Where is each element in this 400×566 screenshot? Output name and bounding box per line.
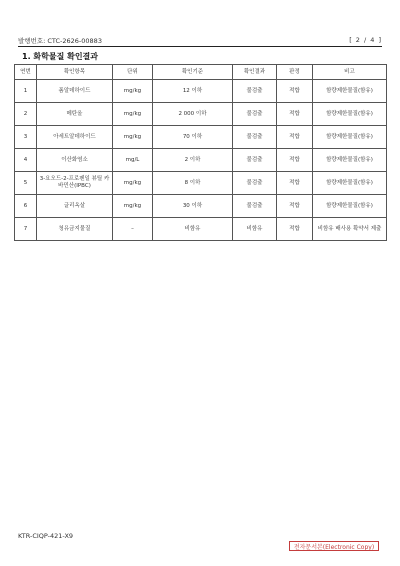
table-cell: 폼알데하이드	[37, 80, 113, 103]
table-cell: 적합	[277, 103, 313, 126]
table-cell: 2	[15, 103, 37, 126]
table-cell: mg/kg	[113, 80, 153, 103]
table-cell: 글리옥살	[37, 195, 113, 218]
table-cell: mg/kg	[113, 126, 153, 149]
table-cell: 불검출	[233, 103, 277, 126]
document-number: 발행번호: CTC-2626-00883	[18, 37, 102, 45]
table-cell: 5	[15, 172, 37, 195]
table-row	[15, 80, 387, 103]
table-cell: 적합	[277, 149, 313, 172]
table-cell: 메탄올	[37, 103, 113, 126]
table-row	[15, 149, 387, 172]
column-header: 확인기준	[153, 65, 233, 80]
header-rule	[18, 46, 382, 47]
section-title: 1. 화학물질 확인결과	[22, 52, 98, 61]
table-cell: 청유금지물질	[37, 218, 113, 241]
table-cell: 70 이하	[153, 126, 233, 149]
table-cell: 함량제한물질(함유)	[313, 195, 387, 218]
table-cell: 3	[15, 126, 37, 149]
table-cell: 불검출	[233, 172, 277, 195]
table-row	[15, 126, 387, 149]
table-cell: mg/kg	[113, 103, 153, 126]
table-cell: 7	[15, 218, 37, 241]
table-cell: 적합	[277, 195, 313, 218]
page-header	[18, 36, 382, 46]
table-cell: 이산화염소	[37, 149, 113, 172]
table-cell: 2 000 이하	[153, 103, 233, 126]
table-cell: 1	[15, 80, 37, 103]
column-header: 비고	[313, 65, 387, 80]
table-cell: 불검출	[233, 80, 277, 103]
form-number: KTR-CIQP-421-X9	[18, 532, 74, 540]
table-cell: 적합	[277, 218, 313, 241]
page-number: [ 2 / 4 ]	[349, 36, 382, 44]
table-cell: 적합	[277, 80, 313, 103]
table-cell: 함량제한물질(함유)	[313, 149, 387, 172]
table-cell: 8 이하	[153, 172, 233, 195]
table-cell: 불검출	[233, 126, 277, 149]
table-cell: 적합	[277, 172, 313, 195]
table-cell: 불검출	[233, 149, 277, 172]
table-cell: 2 이하	[153, 149, 233, 172]
column-header: 단위	[113, 65, 153, 80]
table-cell: 3-요오드-2-프로펜일 뷰틸 카바민산(IPBC)	[37, 172, 113, 195]
table-cell: 함량제한물질(함유)	[313, 80, 387, 103]
table-header-row	[15, 65, 387, 80]
table-cell: 12 이하	[153, 80, 233, 103]
electronic-copy-stamp: 전자문서본(Electronic Copy)	[289, 541, 379, 551]
column-header: 확인항목	[37, 65, 113, 80]
table-row	[15, 172, 387, 195]
column-header: 확인결과	[233, 65, 277, 80]
table-cell: 6	[15, 195, 37, 218]
column-header: 연번	[15, 65, 37, 80]
table-row	[15, 195, 387, 218]
table-cell: 함량제한물질(함유)	[313, 126, 387, 149]
table-cell: 30 이하	[153, 195, 233, 218]
table-cell: 비함유	[233, 218, 277, 241]
table-cell: 비함유	[153, 218, 233, 241]
table-cell: 적합	[277, 126, 313, 149]
table-row	[15, 218, 387, 241]
table-cell: 아세트알데하이드	[37, 126, 113, 149]
table-row	[15, 103, 387, 126]
table-cell: mg/L	[113, 149, 153, 172]
table-cell: 불검출	[233, 195, 277, 218]
table-cell: 함량제한물질(함유)	[313, 103, 387, 126]
table-cell: –	[113, 218, 153, 241]
table-cell: 함량제한물질(함유)	[313, 172, 387, 195]
table-cell: 4	[15, 149, 37, 172]
table-cell: mg/kg	[113, 172, 153, 195]
results-table	[14, 64, 387, 241]
table-cell: 비함유 배사용 확약서 제출	[313, 218, 387, 241]
column-header: 판정	[277, 65, 313, 80]
table-cell: mg/kg	[113, 195, 153, 218]
